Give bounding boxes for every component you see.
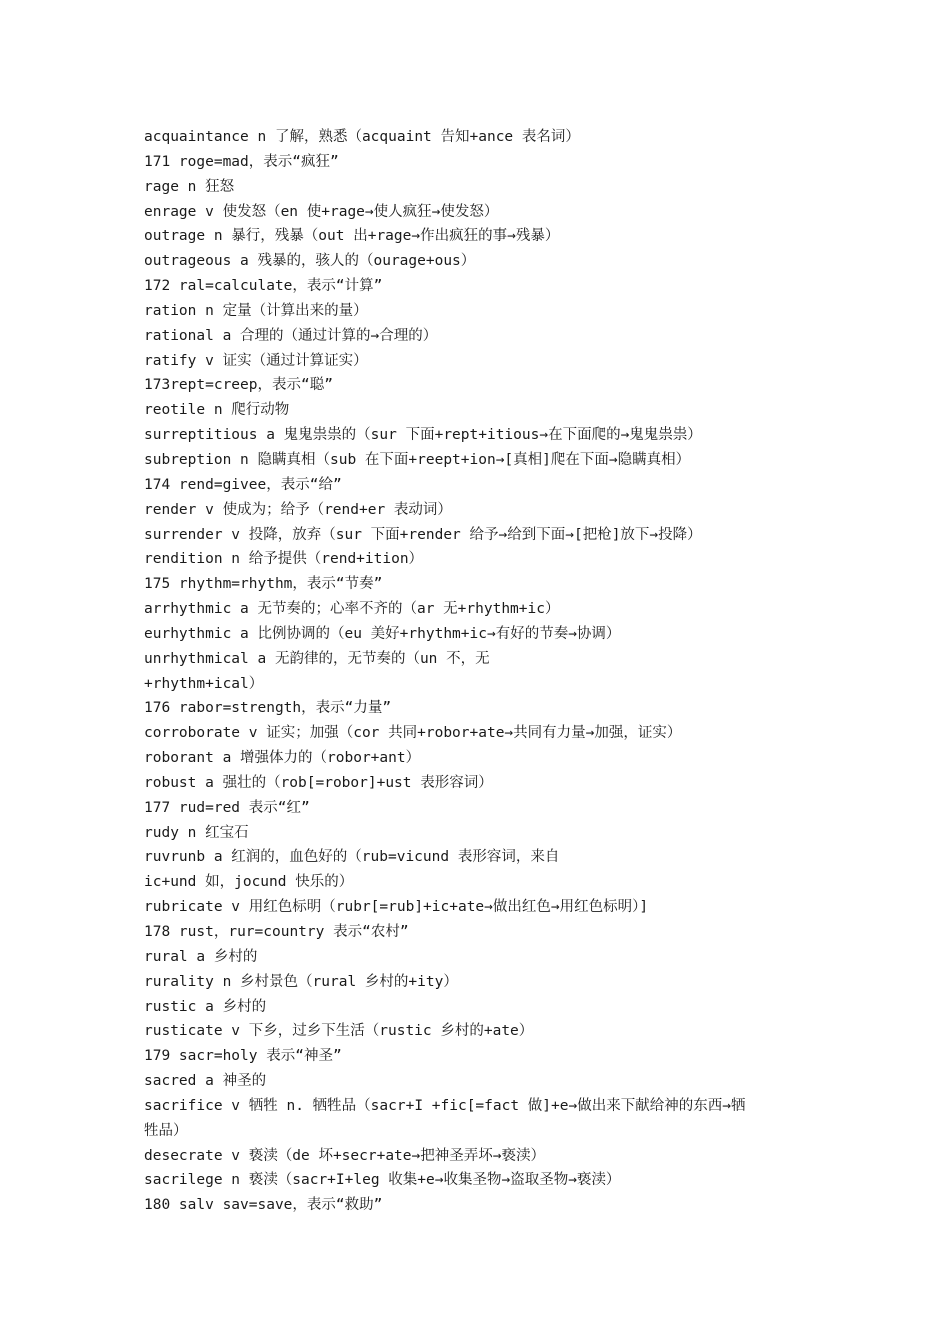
text-line: eurhythmic a 比例协调的（eu 美好+rhythm+ic→有好的节奏→协调） [144,625,621,642]
text-line: surrender v 投降，放弃（sur 下面+render 给予→给到下面→[把枪]放下→投降） [144,526,702,543]
text-line: sacrifice v 牺牲 n. 牺牲品（sacr+I +fic[=fact 做]+e→做出来下献给神的东西→牺 [144,1097,746,1114]
text-line: sacred a 神圣的 [144,1073,267,1090]
document-body [144,125,824,1218]
text-line: 177 rud=red 表示“红” [144,799,310,816]
text-line: rational a 合理的（通过计算的→合理的） [144,327,438,344]
text-line: robust a 强壮的（rob[=robor]+ust 表形容词） [144,774,493,791]
text-line: rendition n 给予提供（rend+ition） [144,551,424,568]
text-line: 180 salv sav=save，表示“救助” [144,1197,383,1214]
text-line: rubricate v 用红色标明（rubr[=rub]+ic+ate→做出红色→用红色标明）] [144,899,649,916]
text-line: 179 sacr=holy 表示“神圣” [144,1048,342,1065]
text-line: 牲品） [144,1122,188,1139]
text-line: corroborate v 证实；加强（cor 共同+robor+ate→共同有力量→加强，证实） [144,725,682,742]
text-line: ratify v 证实（通过计算证实） [144,352,368,369]
text-line: render v 使成为；给予（rend+er 表动词） [144,501,452,518]
text-line: rudy n 红宝石 [144,824,249,841]
text-line: reotile n 爬行动物 [144,402,290,419]
text-line: desecrate v 亵渎（de 坏+secr+ate→把神圣弄坏→亵渎） [144,1147,545,1164]
text-line: 175 rhythm=rhythm，表示“节奏” [144,576,383,593]
text-line: unrhythmical a 无韵律的，无节奏的（un 不，无 [144,650,490,667]
text-line: rustic a 乡村的 [144,998,267,1015]
text-line: roborant a 增强体力的（robor+ant） [144,750,421,767]
text-line: 176 rabor=strength，表示“力量” [144,700,392,717]
text-line: 174 rend=givee，表示“给” [144,476,342,493]
text-line: outrageous a 残暴的，骇人的（ourage+ous） [144,253,476,270]
text-line: arrhythmic a 无节奏的；心率不齐的（ar 无+rhythm+ic） [144,601,560,618]
text-line: 172 ral=calculate，表示“计算” [144,278,383,295]
text-line: sacrilege n 亵渎（sacr+I+leg 收集+e→收集圣物→盗取圣物→亵渎） [144,1172,621,1189]
text-line: 173rept=creep，表示“聪” [144,377,333,394]
text-line: outrage n 暴行，残暴（out 出+rage→作出疯狂的事→残暴） [144,228,560,245]
text-line: surreptitious a 鬼鬼祟祟的（sur 下面+rept+itious→在下面爬的→鬼鬼祟祟） [144,427,702,444]
text-line: ration n 定量（计算出来的量） [144,302,368,319]
text-line: 171 roge=mad，表示“疯狂” [144,153,339,170]
text-line: +rhythm+ical） [144,675,264,692]
text-line: rusticate v 下乡，过乡下生活（rustic 乡村的+ate） [144,1023,534,1040]
text-line: 178 rust，rur=country 表示“农村” [144,924,409,940]
text-line: ruvrunb a 红润的，血色好的（rub=vicund 表形容词，来自 [144,849,560,866]
text-line: ic+und 如，jocund 快乐的） [144,874,354,891]
text-line: subreption n 隐瞒真相（sub 在下面+reept+ion→[真相]爬在下面→隐瞒真相） [144,451,691,468]
text-line: rural a 乡村的 [144,948,258,965]
text-line: acquaintance n 了解，熟悉（acquaint 告知+ance 表名词） [144,129,580,145]
text-line: enrage v 使发怒（en 使+rage→使人疯狂→使发怒） [144,203,499,220]
text-line: rurality n 乡村景色（rural 乡村的+ity） [144,973,458,990]
text-line: rage n 狂怒 [144,178,235,195]
